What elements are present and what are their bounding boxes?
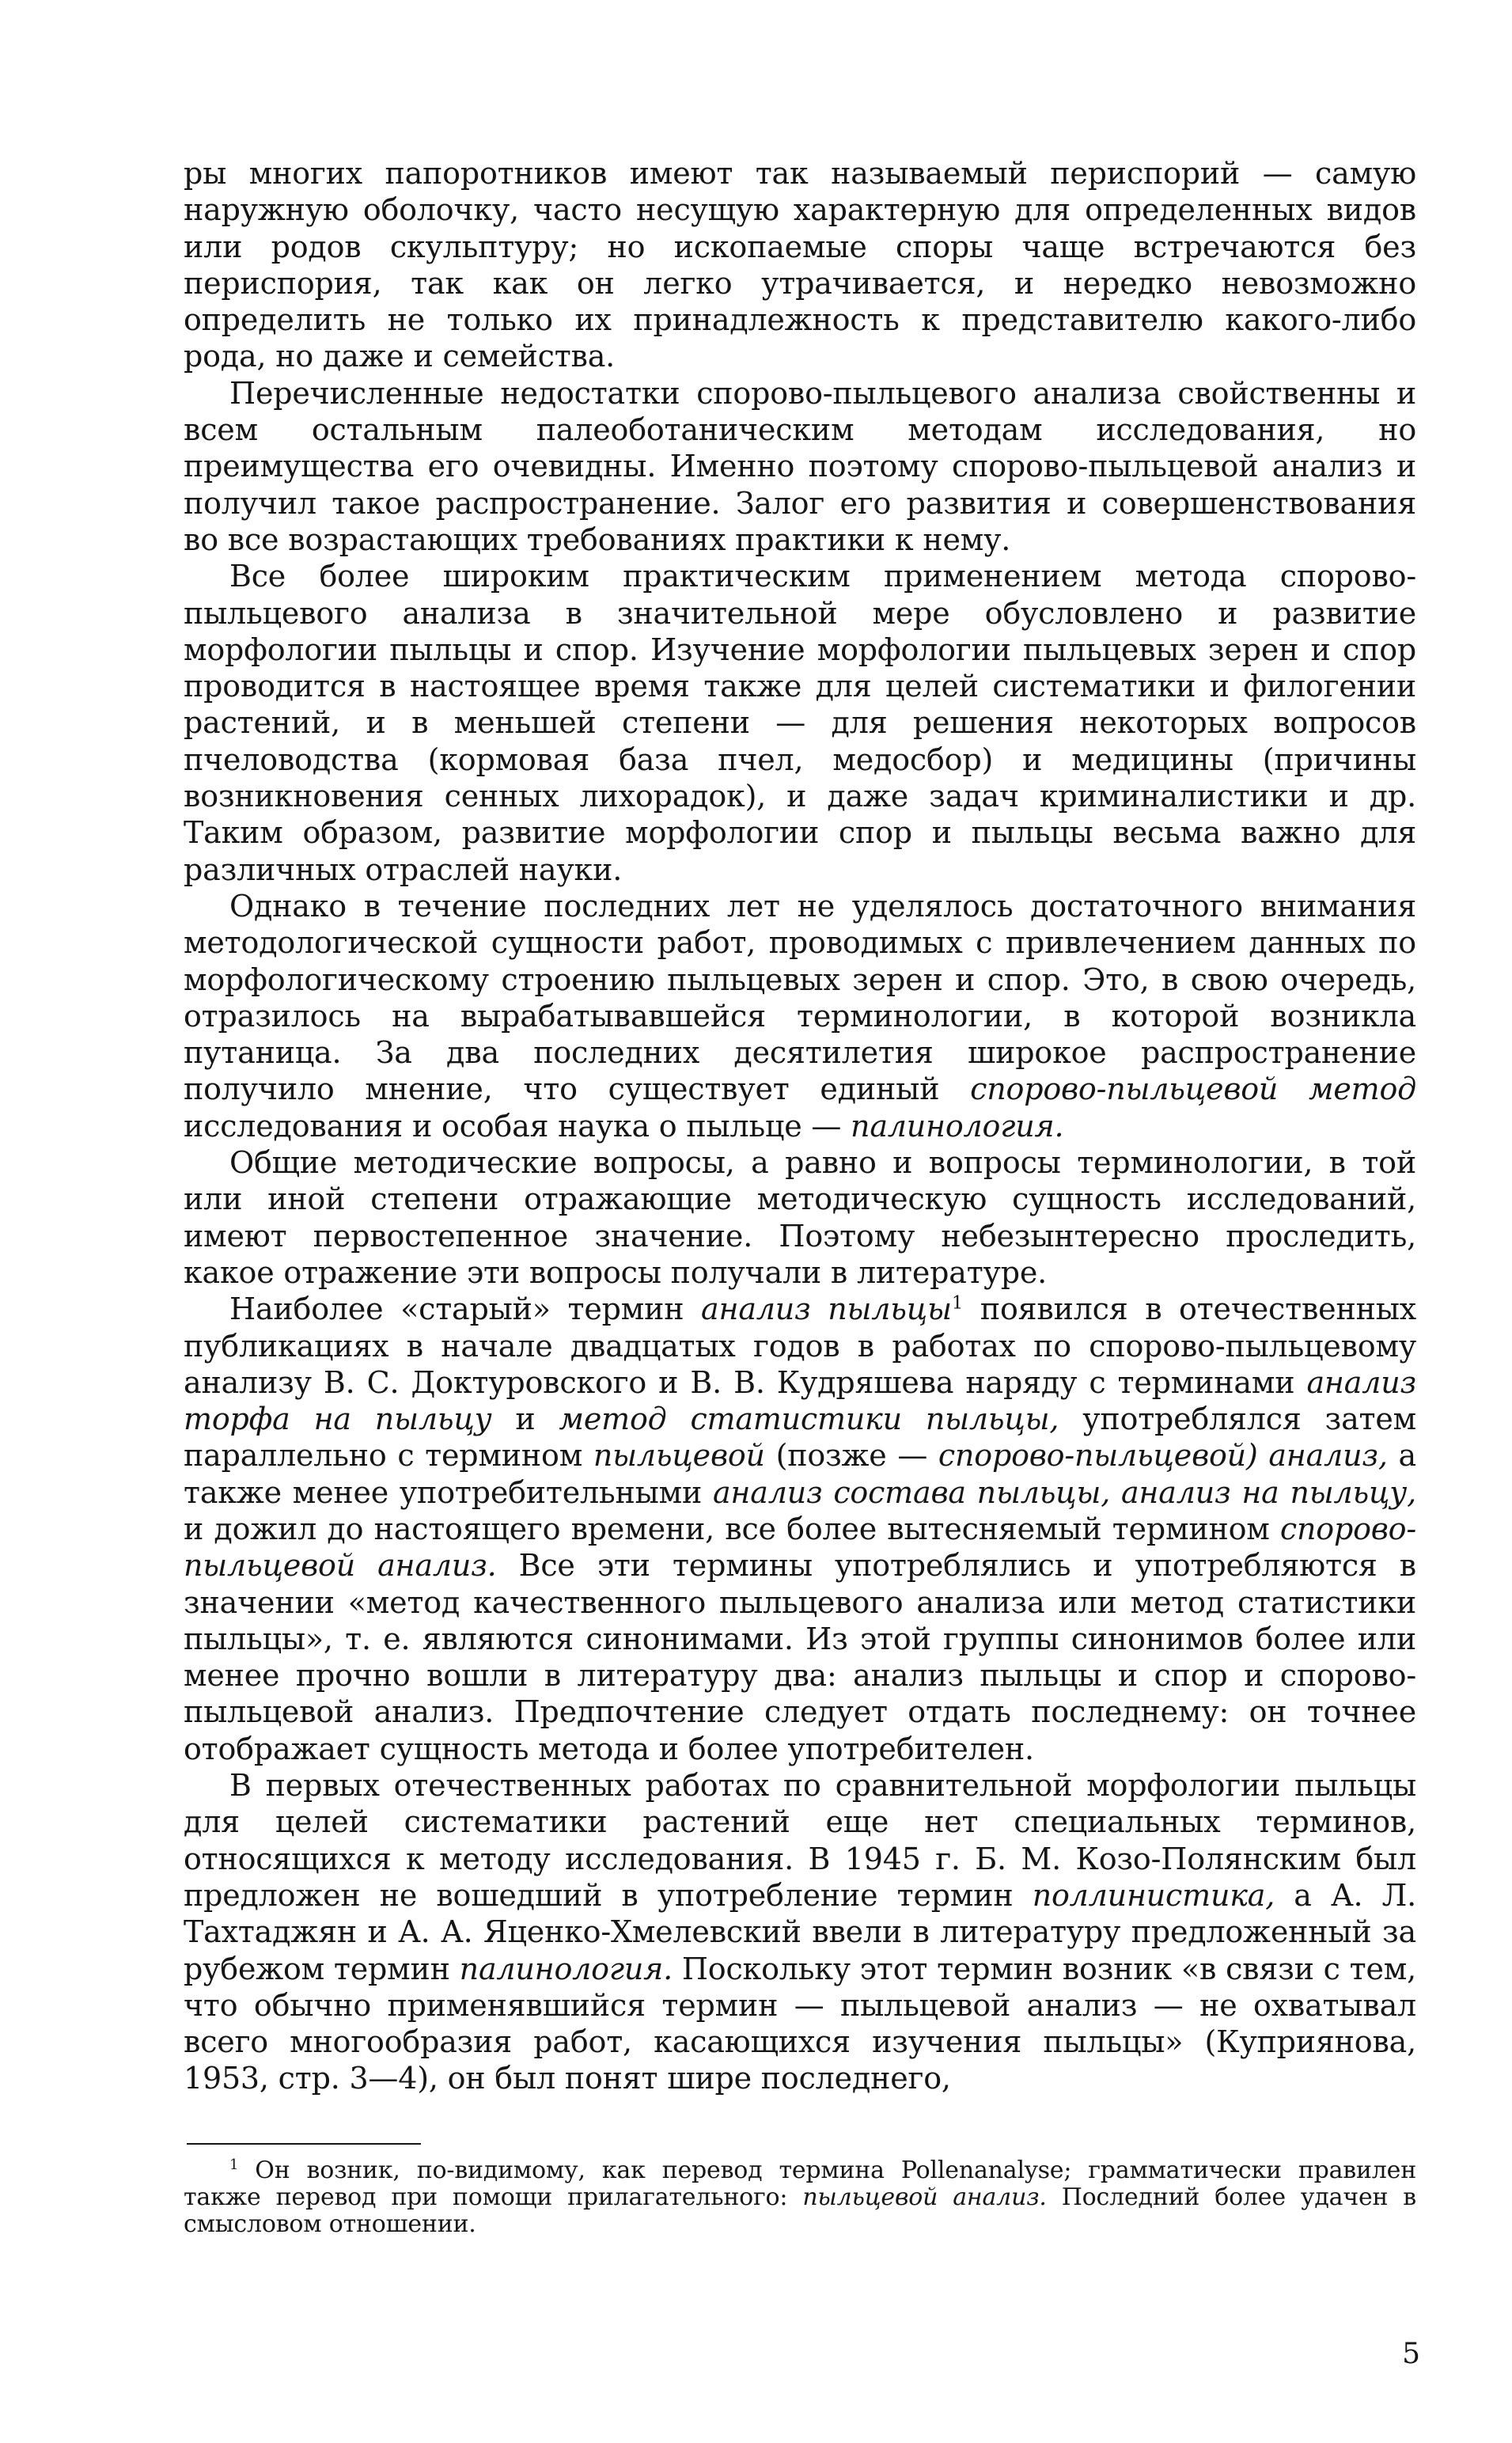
text-run: а также менее употребительными [184,1438,1416,1510]
paragraph-4 [184,888,1416,1144]
text-run: Все эти термины употреблялись и употребляются в значении «метод качественного пыльцевого анализа или метод статистики пыльцы», т. е. являются синонимами. Из этой группы синонимов более или менее прочно вошли в литературу два: анализ пыльцы и спор и спорово-пыльцевой анализ. Предпочтение следует отдать последнему: он точнее отображает сущность метода и более употребителен. [184,1548,1416,1766]
page-number: 5 [1402,2338,1420,2370]
italic-term: спорово-пыльцевой анализ. [184,1511,1416,1584]
italic-term: палинология. [459,1951,673,1986]
italic-term: поллинистика, [1032,1877,1275,1913]
text-run: Он возник, по-видимому, как перевод термина Pollenanalyse; грамматически правилен также перевод при помощи прилагательного: [184,2156,1416,2211]
italic-term: метод статистики пыльцы, [559,1402,1059,1437]
paragraph-3 [184,558,1416,888]
italic-term: спорово-пыльцевой) анализ, [938,1438,1388,1474]
italic-term: пыльцевой [593,1438,765,1474]
footnote [184,2157,1416,2238]
text-run: появился в отечественных публикациях в начале двадцатых годов в работах по спорово-пыльцевому анализу В. С. Доктуровского и В. В. Кудряшева наряду с терминами [184,1292,1416,1400]
text-run: Наиболее «старый» термин [229,1292,702,1327]
italic-term: спорово-пыльцевой метод [970,1072,1416,1107]
paragraph-1 [184,155,1416,375]
text-run: Поскольку этот термин возник «в связи с тем, что обычно применявшийся термин — пыльцевой анализ — не охватывал всего многообразия работ, касающихся изучения пыльцы» (Куприянова, 1953, стр. 3—4), он был понят шире последнего, [184,1951,1416,2096]
italic-term: анализ торфа на пыльцу [184,1364,1416,1437]
page-body [184,155,1416,2238]
footnote-divider [187,2143,421,2145]
text-run: и дожил до настоящего времени, все более вытесняемый термином [184,1511,1280,1546]
footnote-marker: 1 [229,2156,239,2173]
text-run: употреблялся затем параллельно с термином [184,1402,1417,1474]
text-run: и [491,1402,559,1437]
text-run: исследования и особая наука о пыльце — [184,1108,851,1144]
paragraph-6 [184,1291,1416,1767]
main-text [184,155,1416,2097]
italic-term: палинология. [851,1108,1064,1144]
text-run: (позже — [764,1438,938,1474]
text-run: Все более широким практическим применением метода спорово-пыльцевого анализа в значительной мере обусловлено и развитие морфологии пыльцы и спор. Изучение морфологии пыльцевых зерен и спор проводится в настоящее время также для целей систематики и филогении растений, и в меньшей степени — для решения некоторых вопросов пчеловодства (кормовая база пчел, медосбор) и медицины (причины возникновения сенных лихорадок), и даже задач криминалистики и др. Таким образом, развитие морфологии спор и пыльцы весьма важно для различных отраслей науки. [184,559,1416,887]
paragraph-7 [184,1767,1416,2097]
text-run: Однако в течение последних лет не уделялось достаточного внимания методологической сущности работ, проводимых с привлечением данных по морфологическому строению пыльцевых зерен и спор. Это, в свою очередь, отразилось на вырабатывавшейся терминологии, в которой возникла путаница. За два последних десятилетия широкое распространение получило мнение, что существует единый [184,888,1416,1107]
text-run: Общие методические вопросы, а равно и вопросы терминологии, в той или иной степени отражающие методическую сущность исследований, имеют первостепенное значение. Поэтому небезынтересно проследить, какое отражение эти вопросы получали в литературе. [184,1145,1416,1290]
italic-term: анализ пыльцы [701,1292,952,1327]
text-run: В первых отечественных работах по сравнительной морфологии пыльцы для целей систематики растений еще нет специальных терминов, относящихся к методу исследования. В 1945 г. Б. М. Козо-Полянским был предложен не вошедший в употребление термин [184,1768,1416,1913]
paragraph-5 [184,1144,1416,1291]
footnote-marker: 1 [951,1292,964,1314]
text-run: Перечисленные недостатки спорово-пыльцевого анализа свойственны и всем остальным палеоботаническим методам исследования, но преимущества его очевидны. Именно поэтому спорово-пыльцевой анализ и получил такое распространение. Залог его развития и совершенствования во все возрастающих требованиях практики к нему. [184,375,1416,557]
text-run: ры многих папоротников имеют так называемый периспорий — самую наружную оболочку, часто несущую характерную для определенных видов или родов скульптуру; но ископаемые споры чаще встречаются без периспория, так как он легко утрачивается, и нередко невозможно определить не только их принадлежность к представителю какого-либо рода, но даже и семейства. [184,156,1416,374]
italic-term: анализ состава пыльцы, анализ на пыльцу, [712,1474,1417,1510]
text-run: Последний более удачен в смысловом отношении. [184,2183,1416,2238]
italic-term: пыльцевой анализ. [802,2183,1047,2211]
text-run: а А. Л. Тахтаджян и А. А. Яценко-Хмелевский ввели в литературу предложенный за рубежом термин [184,1877,1416,1986]
paragraph-2 [184,375,1416,558]
